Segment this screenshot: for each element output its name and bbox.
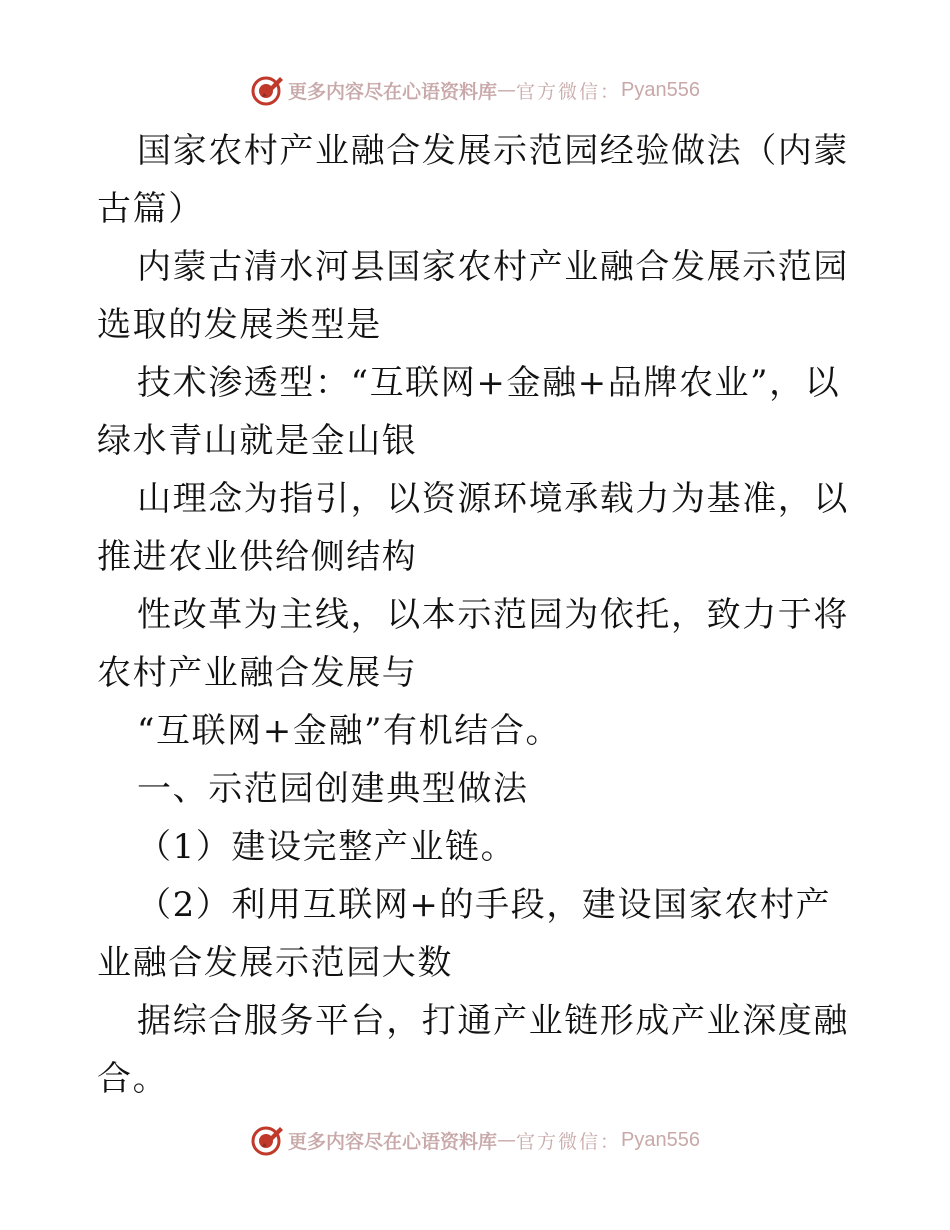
doc-paragraph: 内蒙古清水河县国家农村产业融合发展示范园选取的发展类型是 <box>97 247 849 345</box>
doc-paragraph-title: 国家农村产业融合发展示范园经验做法（内蒙古篇） <box>97 131 849 229</box>
doc-paragraph: 性改革为主线，以本示范园为依托，致力于将农村产业融合发展与 <box>97 595 849 693</box>
banner-wechat-id: Pyan556 <box>621 1128 700 1151</box>
doc-paragraph: 山理念为指引，以资源环境承载力为基准，以推进农业供给侧结构 <box>97 479 849 577</box>
banner-text: 更多内容尽在心语资料库 <box>288 1130 498 1153</box>
doc-list-item: （1）建设完整产业链。 <box>137 827 517 867</box>
banner-official-label: 官方微信： <box>516 1130 622 1153</box>
banner-official-label: 官方微信： <box>516 80 622 103</box>
doc-paragraph: 据综合服务平台，打通产业链形成产业深度融合。 <box>97 1001 849 1099</box>
footer-banner-content <box>250 1123 700 1157</box>
doc-section-heading: 一、示范园创建典型做法 <box>137 769 529 809</box>
doc-list-item: （2）利用互联网+的手段，建设国家农村产业融合发展示范园大数 <box>97 885 832 983</box>
document-body <box>97 122 857 1108</box>
doc-paragraph: 技术渗透型：“互联网+金融+品牌农业”，以绿水青山就是金山银 <box>97 363 841 461</box>
header-banner <box>0 70 950 110</box>
banner-wechat-id: Pyan556 <box>621 78 700 101</box>
footer-banner <box>0 1120 950 1160</box>
banner-dash: — <box>497 79 517 101</box>
banner-text: 更多内容尽在心语资料库 <box>288 80 498 103</box>
pen-badge-icon <box>250 1123 284 1157</box>
header-banner-content <box>250 73 700 107</box>
banner-dash: — <box>497 1129 517 1151</box>
doc-paragraph: “互联网+金融”有机结合。 <box>137 711 562 751</box>
pen-badge-icon <box>250 73 284 107</box>
